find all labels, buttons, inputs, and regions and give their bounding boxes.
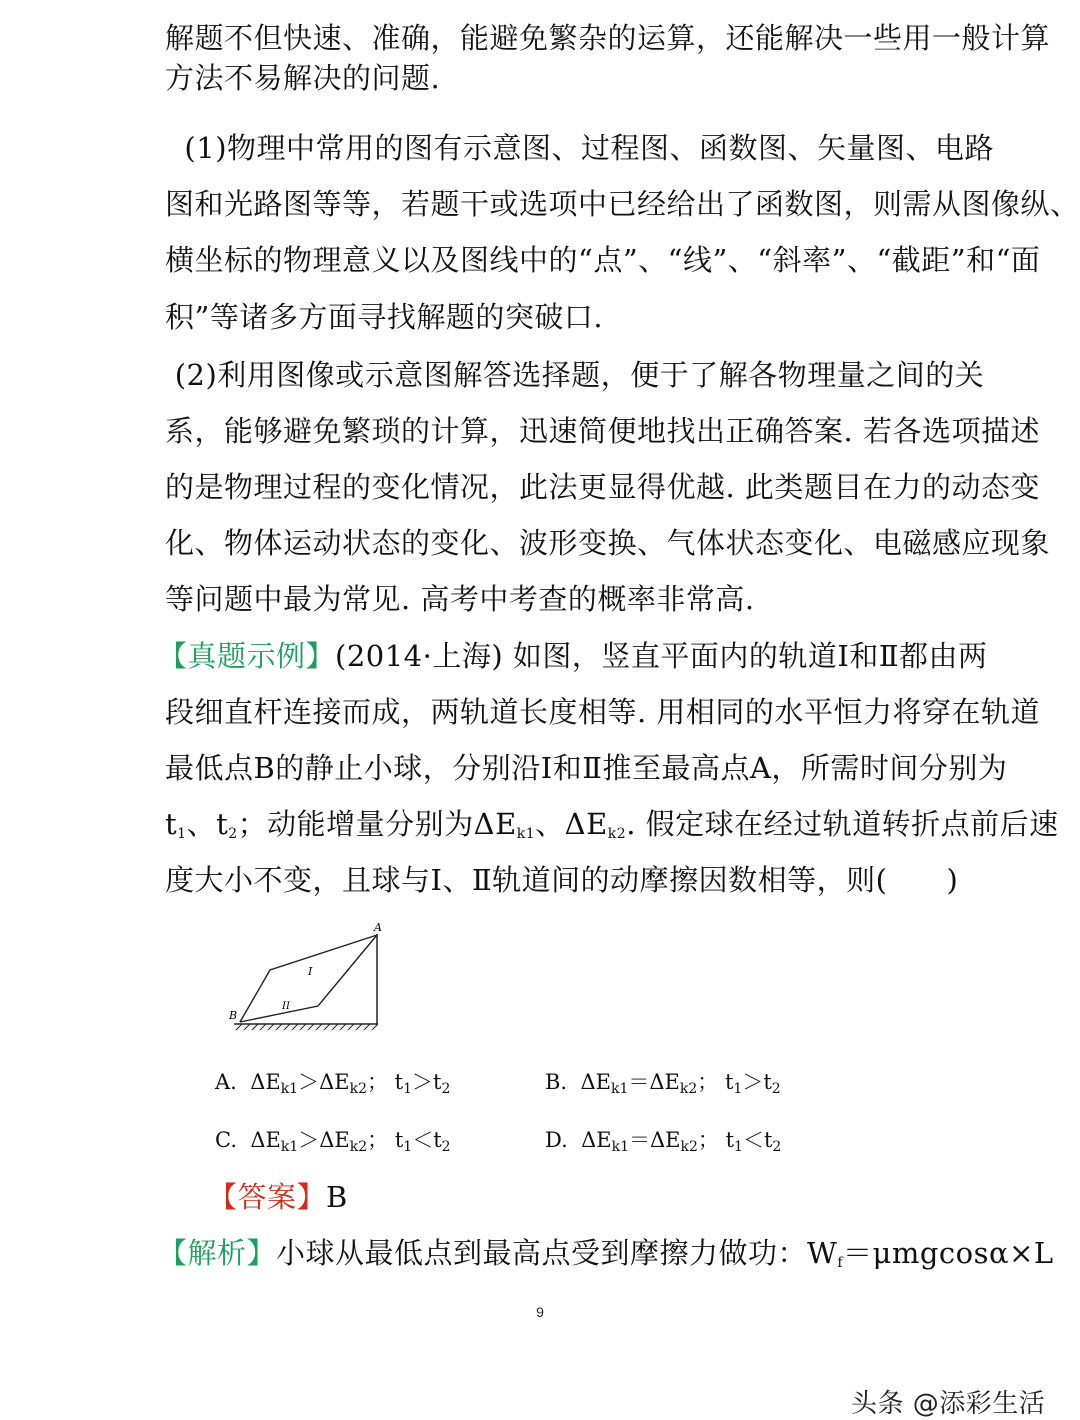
example-line-4: $t_1$、$t_2$；动能增量分别为$\Delta E_{k1}$、$\Delta E_{k2}$. 假定球在经过轨道转折点前后速: [165, 807, 1059, 842]
analysis-label: 【解析】: [158, 1236, 277, 1270]
track-1: [240, 935, 377, 1022]
example-line-3: 最低点B的静止小球，分别沿Ⅰ和Ⅱ推至最高点A，所需时间分别为: [165, 751, 1008, 785]
point-b-label: B: [229, 1009, 238, 1022]
p1-line-2: 图和光路图等等，若题干或选项中已经给出了函数图，则需从图像纵、: [165, 187, 1080, 221]
page-number: 9: [536, 1304, 544, 1320]
answer-label: 【答案】: [208, 1180, 327, 1214]
example-line-5: 度大小不变，且球与Ⅰ、Ⅱ轨道间的动摩擦因数相等，则( ): [165, 863, 959, 897]
p2-line-5: 等问题中最为常见. 高考中考查的概率非常高.: [165, 582, 755, 616]
watermark: 头条 @添彩生活: [851, 1389, 1046, 1419]
example-line-2: 段细直杆连接而成，两轨道长度相等. 用相同的水平恒力将穿在轨道: [165, 695, 1040, 729]
intro-line-1: 解题不但快速、准确，能避免繁杂的运算，还能解决一些用一般计算: [165, 21, 1051, 55]
option-d[interactable]: D. $\Delta E_{k1}=\Delta E_{k2}$； $t_1<t_2$: [545, 1128, 782, 1155]
analysis-line: 【解析】小球从最低点到最高点受到摩擦力做功：$W_f=\mu mgcos\alpha\times L$: [158, 1236, 1054, 1271]
p2-line-2: 系，能够避免繁琐的计算，迅速简便地找出正确答案. 若各选项描述: [165, 414, 1040, 448]
point-a-label: A: [374, 921, 382, 934]
intro-line-2: 方法不易解决的问题.: [165, 61, 441, 95]
example-label: 【真题示例】: [158, 639, 336, 673]
track-1-label: I: [308, 965, 313, 978]
p2-line-1: (2)利用图像或示意图解答选择题，便于了解各物理量之间的关: [165, 358, 985, 392]
option-b[interactable]: B. $\Delta E_{k1}=\Delta E_{k2}$； $t_1>t_2$: [545, 1070, 781, 1097]
option-a[interactable]: A. $\Delta E_{k1}>\Delta E_{k2}$； $t_1>t_2$: [215, 1070, 451, 1097]
track-diagram: [220, 918, 390, 1038]
answer-line: [208, 1177, 968, 1217]
track-2-label: II: [282, 1001, 290, 1012]
p1-line-1: (1)物理中常用的图有示意图、过程图、函数图、矢量图、电路: [165, 131, 995, 165]
ground-hatching: [236, 1024, 378, 1030]
answer-value: B: [326, 1180, 348, 1214]
example-source: (2014·上海) 如图，竖直平面内的轨道Ⅰ和Ⅱ都由两: [335, 639, 988, 673]
p2-line-3: 的是物理过程的变化情况，此法更显得优越. 此类题目在力的动态变: [165, 470, 1040, 504]
track-2: [240, 935, 377, 1022]
option-c[interactable]: C. $\Delta E_{k1}>\Delta E_{k2}$； $t_1<t_2$: [215, 1128, 451, 1155]
p2-line-4: 化、物体运动状态的变化、波形变换、气体状态变化、电磁感应现象: [165, 526, 1051, 560]
p1-line-3: 横坐标的物理意义以及图线中的“点”、“线”、“斜率”、“截距”和“面: [165, 243, 1041, 277]
p1-line-4: 积”等诸多方面寻找解题的突破口.: [165, 300, 604, 334]
example-line-1: [158, 636, 988, 676]
